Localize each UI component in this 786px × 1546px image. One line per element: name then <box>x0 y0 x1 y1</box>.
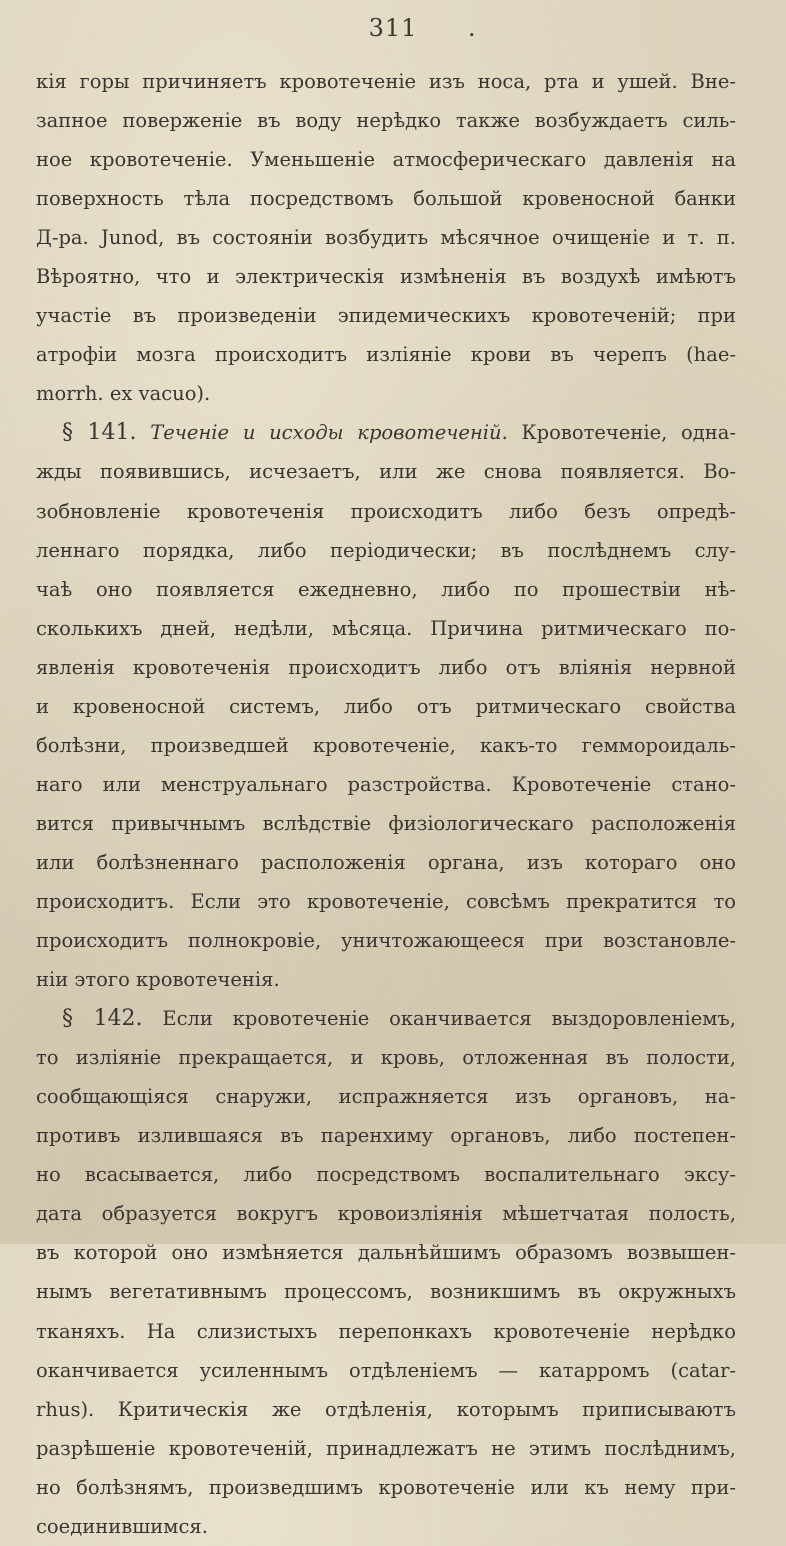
text-line <box>36 452 736 491</box>
text-line <box>36 1429 736 1468</box>
line-text: ніи этого кровотеченія. <box>36 968 280 992</box>
line-text: сколькихъ дней, недѣли, мѣсяца. Причина ритмическаго по- <box>36 616 736 640</box>
text-line <box>36 101 736 140</box>
text-line <box>36 140 736 179</box>
line-text: происходитъ. Если это кровотеченіе, совсѣмъ прекратится то <box>36 889 736 913</box>
line-text: оканчивается усиленнымъ отдѣленіемъ — катарромъ (catar- <box>36 1358 736 1382</box>
line-text: болѣзни, произведшей кровотеченіе, какъ-то геммороидаль- <box>36 733 736 757</box>
line-text: Д-ра. Junod, въ состояніи возбудить мѣсячное очищеніе и т. п. <box>36 226 736 250</box>
line-text: Вѣроятно, что и электрическія измѣненія въ воздухѣ имѣютъ <box>36 265 736 289</box>
line-text: ное кровотеченіе. Уменьшеніе атмосферическаго давленія на <box>36 148 736 172</box>
text-line <box>36 1038 736 1077</box>
line-text: явленія кровотеченія происходитъ либо отъ вліянія нервной <box>36 655 736 679</box>
line-text: чаѣ оно появляется ежедневно, либо по прошествіи нѣ- <box>36 577 736 601</box>
text-line <box>36 179 736 218</box>
line-text: зобновленіе кровотеченія происходитъ либо безъ опредѣ- <box>36 499 736 523</box>
body-text <box>36 62 736 1546</box>
line-text: то изліяніе прекращается, и кровь, отложенная въ полости, <box>36 1046 736 1070</box>
line-text: противъ излившаяся въ паренхиму органовъ, либо постепен- <box>36 1124 736 1148</box>
text-line <box>36 62 736 101</box>
line-text: жды появившись, исчезаетъ, или же снова появляется. Во- <box>36 460 736 484</box>
line-text: кія горы причиняетъ кровотеченіе изъ носа, рта и ушей. Вне- <box>36 70 736 93</box>
text-line <box>36 687 736 726</box>
text-line <box>36 726 736 765</box>
line-text: но болѣзнямъ, произведшимъ кровотеченіе или къ нему при- <box>36 1475 736 1499</box>
line-text: rhus). Критическія же отдѣленія, которымъ приписываютъ <box>36 1397 736 1421</box>
line-text: Если кровотеченіе оканчивается выздоровленіемъ, <box>162 1007 736 1031</box>
line-text: разрѣшеніе кровотеченій, принадлежатъ не этимъ послѣднимъ, <box>36 1436 736 1460</box>
line-text: наго или менструальнаго разстройства. Кровотеченіе стано- <box>36 772 736 796</box>
text-line <box>36 1116 736 1155</box>
line-text: Кровотеченіе, одна- <box>521 421 736 445</box>
text-line <box>36 1077 736 1116</box>
text-line <box>36 1351 736 1390</box>
line-text: дата образуется вокругъ кровоизліянія мѣшетчатая полость, <box>36 1202 736 1226</box>
text-line <box>36 609 736 648</box>
section-heading: Теченіе и исходы кровотеченій. <box>150 421 508 445</box>
line-text: или болѣзненнаго расположенія органа, изъ котораго оно <box>36 850 736 874</box>
line-text: участіе въ произведеніи эпидемическихъ кровотеченій; при <box>36 304 736 328</box>
text-line <box>36 1390 736 1429</box>
text-line <box>36 804 736 843</box>
text-line <box>36 374 736 413</box>
line-text: запное поверженіе въ воду нерѣдко также возбуждаетъ силь- <box>36 109 736 133</box>
text-line <box>36 335 736 374</box>
line-text: происходитъ полнокровіе, уничтожающееся при возстановле- <box>36 929 736 953</box>
text-line <box>36 921 736 960</box>
line-text: въ которой оно измѣняется дальнѣйшимъ образомъ возвышен- <box>36 1241 736 1265</box>
text-line <box>36 843 736 882</box>
section-number: § 141. <box>62 420 137 446</box>
line-text: соединившимся. <box>36 1514 208 1538</box>
line-text: сообщающіяся снаружи, испражняется изъ органовъ, на- <box>36 1085 736 1109</box>
text-line <box>36 531 736 570</box>
text-line <box>36 218 736 257</box>
page-number-dot: . <box>468 14 476 42</box>
text-line <box>36 1233 736 1272</box>
line-text: леннаго порядка, либо періодически; въ послѣднемъ слу- <box>36 538 736 562</box>
text-line <box>36 492 736 531</box>
section-number: § 142. <box>62 1006 143 1032</box>
text-line <box>36 1194 736 1233</box>
text-line <box>36 1507 736 1546</box>
line-text: morrh. ex vacuo). <box>36 382 211 406</box>
text-line <box>36 1468 736 1507</box>
text-line <box>36 1155 736 1194</box>
text-line <box>36 960 736 999</box>
text-line <box>36 765 736 804</box>
text-line <box>36 1312 736 1351</box>
line-text: поверхность тѣла посредствомъ большой кровеносной банки <box>36 187 736 211</box>
line-text: нымъ вегетативнымъ процессомъ, возникшимъ въ окружныхъ <box>36 1280 736 1304</box>
text-line <box>36 413 736 452</box>
line-text: тканяхъ. На слизистыхъ перепонкахъ кровотеченіе нерѣдко <box>36 1319 736 1343</box>
text-line <box>36 1272 736 1311</box>
line-text: атрофіи мозга происходитъ изліяніе крови въ черепъ (hae- <box>36 343 736 367</box>
line-text: и кровеносной системъ, либо отъ ритмическаго свойства <box>36 694 736 718</box>
text-line <box>36 882 736 921</box>
text-line <box>36 648 736 687</box>
text-line <box>36 257 736 296</box>
text-line <box>36 296 736 335</box>
text-line <box>36 570 736 609</box>
text-line <box>36 999 736 1038</box>
line-text: вится привычнымъ вслѣдствіе физіологическаго расположенія <box>36 811 736 835</box>
line-text: но всасывается, либо посредствомъ воспалительнаго эксу- <box>36 1163 736 1187</box>
page-number: 311 <box>368 14 418 42</box>
